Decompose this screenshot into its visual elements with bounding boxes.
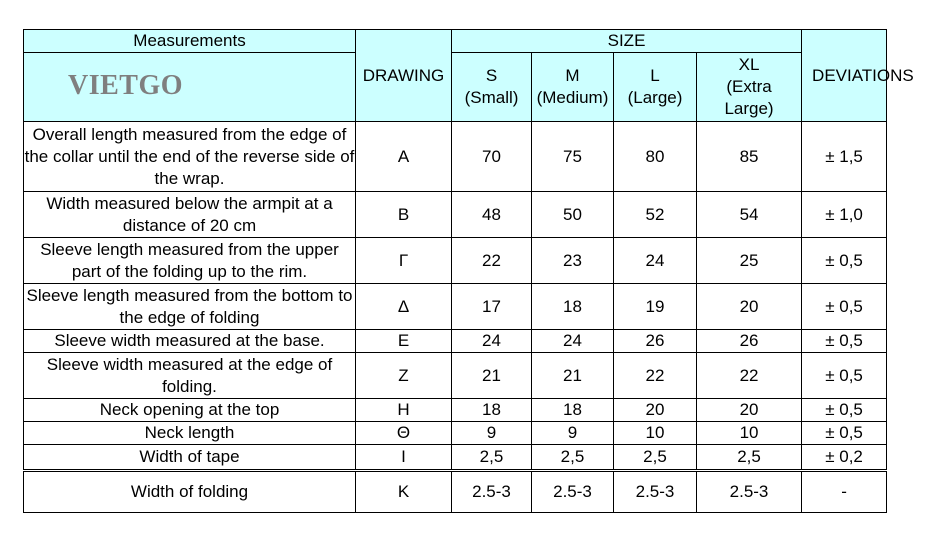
drawing-code: Δ bbox=[356, 284, 452, 330]
value-s: 24 bbox=[452, 330, 532, 353]
value-l: 2.5-3 bbox=[614, 471, 697, 513]
measurement-label: Sleeve length measured from the bottom to the edge of folding bbox=[24, 284, 356, 330]
value-xl: 10 bbox=[697, 422, 802, 445]
measurement-label: Sleeve length measured from the upper part of the folding up to the rim. bbox=[24, 238, 356, 284]
drawing-code: H bbox=[356, 399, 452, 422]
deviation-value: ± 0,5 bbox=[802, 330, 887, 353]
value-s: 9 bbox=[452, 422, 532, 445]
logo-cell bbox=[24, 53, 356, 122]
value-m: 75 bbox=[532, 122, 614, 192]
drawing-code: A bbox=[356, 122, 452, 192]
value-s: 48 bbox=[452, 192, 532, 238]
size-code: XL bbox=[738, 55, 760, 74]
value-l: 20 bbox=[614, 399, 697, 422]
value-xl: 22 bbox=[697, 353, 802, 399]
size-name: (Extra Large) bbox=[724, 77, 774, 118]
value-xl: 54 bbox=[697, 192, 802, 238]
table-row bbox=[24, 445, 887, 471]
value-m: 9 bbox=[532, 422, 614, 445]
measurement-label: Width measured below the armpit at a distance of 20 cm bbox=[24, 192, 356, 238]
size-name: (Large) bbox=[627, 88, 683, 107]
measurement-label: Neck opening at the top bbox=[24, 399, 356, 422]
value-m: 18 bbox=[532, 399, 614, 422]
size-s-header bbox=[452, 53, 532, 122]
value-s: 21 bbox=[452, 353, 532, 399]
value-l: 52 bbox=[614, 192, 697, 238]
measurement-label: Width of tape bbox=[24, 445, 356, 471]
value-m: 2,5 bbox=[532, 445, 614, 471]
deviations-header: DEVIATIONS bbox=[802, 30, 887, 122]
value-m: 24 bbox=[532, 330, 614, 353]
value-m: 23 bbox=[532, 238, 614, 284]
value-l: 10 bbox=[614, 422, 697, 445]
size-name: (Small) bbox=[464, 88, 519, 107]
value-l: 2,5 bbox=[614, 445, 697, 471]
measurement-label: Overall length measured from the edge of the collar until the end of the reverse side of the wrap. bbox=[24, 122, 356, 192]
vietgo-logo: VIETGO bbox=[68, 69, 184, 101]
size-name: (Medium) bbox=[536, 88, 609, 107]
table-row bbox=[24, 192, 887, 238]
deviation-value: ± 0,5 bbox=[802, 422, 887, 445]
value-l: 26 bbox=[614, 330, 697, 353]
table-row bbox=[24, 284, 887, 330]
table-row bbox=[24, 353, 887, 399]
value-l: 19 bbox=[614, 284, 697, 330]
header-row-top bbox=[24, 30, 887, 53]
value-s: 18 bbox=[452, 399, 532, 422]
size-chart-table bbox=[23, 29, 914, 513]
size-header: SIZE bbox=[452, 30, 802, 53]
size-xl-header bbox=[697, 53, 802, 122]
value-m: 21 bbox=[532, 353, 614, 399]
value-xl: 26 bbox=[697, 330, 802, 353]
size-code: M bbox=[565, 66, 580, 85]
table-row bbox=[24, 122, 887, 192]
measurement-label: Sleeve width measured at the base. bbox=[24, 330, 356, 353]
table-row bbox=[24, 238, 887, 284]
measurements-header: Measurements bbox=[24, 30, 356, 53]
size-code: L bbox=[650, 66, 660, 85]
size-code: S bbox=[485, 66, 498, 85]
drawing-code: Z bbox=[356, 353, 452, 399]
value-m: 2.5-3 bbox=[532, 471, 614, 513]
drawing-code: B bbox=[356, 192, 452, 238]
measurement-label: Width of folding bbox=[24, 471, 356, 513]
value-xl: 2.5-3 bbox=[697, 471, 802, 513]
deviation-value: ± 0,2 bbox=[802, 445, 887, 471]
deviation-value: ± 1,0 bbox=[802, 192, 887, 238]
drawing-code: K bbox=[356, 471, 452, 513]
measurement-label: Sleeve width measured at the edge of folding. bbox=[24, 353, 356, 399]
value-xl: 2,5 bbox=[697, 445, 802, 471]
drawing-code: E bbox=[356, 330, 452, 353]
value-s: 70 bbox=[452, 122, 532, 192]
value-xl: 25 bbox=[697, 238, 802, 284]
drawing-code: I bbox=[356, 445, 452, 471]
value-m: 50 bbox=[532, 192, 614, 238]
drawing-header: DRAWING bbox=[356, 30, 452, 122]
deviation-value: ± 0,5 bbox=[802, 399, 887, 422]
value-l: 24 bbox=[614, 238, 697, 284]
header-row-sizes bbox=[24, 53, 887, 122]
size-l-header bbox=[614, 53, 697, 122]
value-xl: 20 bbox=[697, 284, 802, 330]
drawing-code: Θ bbox=[356, 422, 452, 445]
deviation-value: ± 0,5 bbox=[802, 238, 887, 284]
deviation-value: ± 0,5 bbox=[802, 284, 887, 330]
value-s: 22 bbox=[452, 238, 532, 284]
value-m: 18 bbox=[532, 284, 614, 330]
table-row bbox=[24, 399, 887, 422]
table-row bbox=[24, 330, 887, 353]
value-s: 17 bbox=[452, 284, 532, 330]
value-xl: 85 bbox=[697, 122, 802, 192]
value-xl: 20 bbox=[697, 399, 802, 422]
deviation-value: - bbox=[802, 471, 887, 513]
value-l: 22 bbox=[614, 353, 697, 399]
drawing-code: Γ bbox=[356, 238, 452, 284]
value-s: 2,5 bbox=[452, 445, 532, 471]
measurement-label: Neck length bbox=[24, 422, 356, 445]
size-m-header bbox=[532, 53, 614, 122]
table-row bbox=[24, 422, 887, 445]
deviation-value: ± 1,5 bbox=[802, 122, 887, 192]
deviation-value: ± 0,5 bbox=[802, 353, 887, 399]
table-row bbox=[24, 471, 887, 513]
value-s: 2.5-3 bbox=[452, 471, 532, 513]
value-l: 80 bbox=[614, 122, 697, 192]
